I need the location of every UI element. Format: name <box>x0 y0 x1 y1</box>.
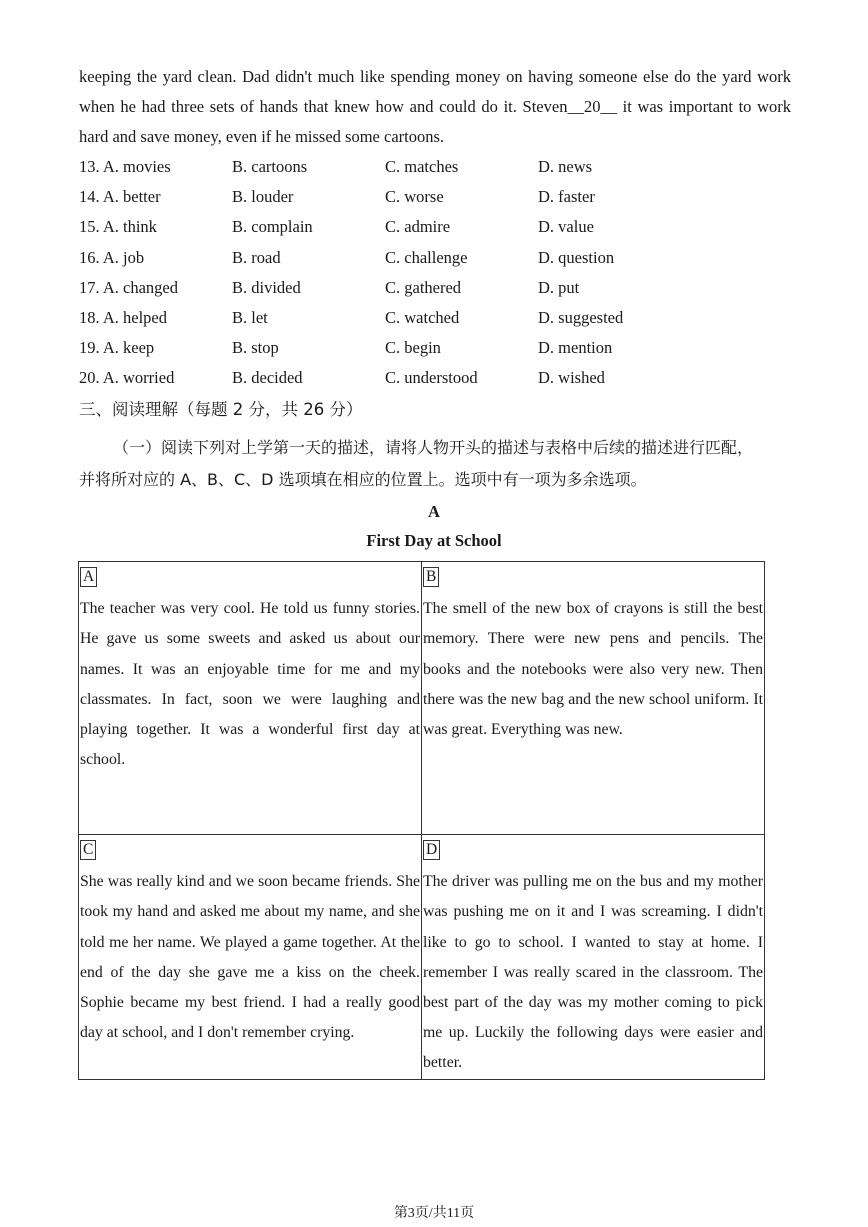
option-b: B. stop <box>232 338 279 358</box>
option-b: B. decided <box>232 368 303 388</box>
option-a: 18. A. helped <box>79 307 167 327</box>
option-c: C. understood <box>385 368 478 388</box>
cell-text: She was really kind and we soon became friends. She took my hand and asked me about my name, and she told me her name. We played a game together. At the end of the day she gave me a kiss on the cheek. Sophie became my best friend. I had a really good day at school, and I don't remember crying. <box>80 873 420 1042</box>
option-d: D. news <box>538 157 593 176</box>
cell-a <box>79 562 422 835</box>
option-a: 16. A. job <box>79 247 145 267</box>
option-b: B. louder <box>232 187 294 207</box>
cell-label: A <box>80 567 97 587</box>
option-row-18 <box>79 303 779 333</box>
option-row-13 <box>79 152 779 182</box>
option-d: D. suggested <box>538 307 624 327</box>
option-b: B. divided <box>232 277 301 297</box>
option-b: B. cartoons <box>232 157 308 176</box>
option-a: 15. A. think <box>79 217 157 237</box>
option-c: C. watched <box>385 307 460 327</box>
option-a: 19. A. keep <box>79 338 155 358</box>
option-d: D. mention <box>538 338 613 358</box>
option-c: C. worse <box>385 187 444 207</box>
instruction-paragraph <box>79 432 765 496</box>
option-d: D. faster <box>538 187 595 207</box>
option-c: C. admire <box>385 217 451 237</box>
option-row-17 <box>79 273 779 303</box>
section-heading: 三、阅读理解（每题 2 分，共 26 分） <box>79 400 363 419</box>
passage-title: First Day at School <box>366 531 502 550</box>
option-d: D. question <box>538 247 615 267</box>
option-c: C. challenge <box>385 247 468 267</box>
option-d: D. put <box>538 277 580 297</box>
cell-d <box>422 835 765 1080</box>
instruction-text: （一）阅读下列对上学第一天的描述，请将人物开头的描述与表格中后续的描述进行匹配，并将所对应的 A、B、C、D 选项填在相应的位置上。选项中有一项为多余选项。 <box>79 438 754 489</box>
matching-table <box>78 561 765 1080</box>
passage-letter: A <box>428 502 440 521</box>
option-c: C. gathered <box>385 277 462 297</box>
option-a: 14. A. better <box>79 187 161 207</box>
options-list <box>79 152 779 394</box>
option-a: 13. A. movies <box>79 157 171 176</box>
cell-text: The smell of the new box of crayons is still the best memory. There were new pens and pencils. The books and the notebooks were also very new. Then there was the new bag and the new school uniform. It was great. Everything was new. <box>423 600 763 739</box>
page-number: 第3页/共11页 <box>393 1206 475 1221</box>
option-row-15 <box>79 212 779 242</box>
option-row-19 <box>79 333 779 363</box>
option-b: B. let <box>232 307 268 327</box>
option-a: 20. A. worried <box>79 368 175 388</box>
option-d: D. wished <box>538 368 605 388</box>
option-a: 17. A. changed <box>79 277 178 297</box>
cell-text: The driver was pulling me on the bus and my mother was pushing me on it and I was screaming. I didn't like to go to school. I wanted to stay at home. I remember I was really scared in the classroom. The best part of the day was my mother coming to pick me up. Luckily the following days were easier and better. <box>423 873 763 1072</box>
option-row-16 <box>79 243 779 273</box>
cell-label: B <box>423 567 439 587</box>
option-b: B. complain <box>232 217 313 237</box>
option-c: C. begin <box>385 338 441 358</box>
option-d: D. value <box>538 217 594 237</box>
intro-paragraph: keeping the yard clean. Dad didn't much like spending money on having someone else do the yard work when he had three sets of hands that knew how and could do it. Steven__20__ it was important to work hard and save money, even if he missed some cartoons. <box>79 67 791 147</box>
cell-label: C <box>80 840 96 860</box>
cell-label: D <box>423 840 440 860</box>
option-row-20 <box>79 363 779 393</box>
option-b: B. road <box>232 247 281 267</box>
option-c: C. matches <box>385 157 459 176</box>
cell-b <box>422 562 765 835</box>
cell-c <box>79 835 422 1080</box>
cell-text: The teacher was very cool. He told us funny stories. He gave us some sweets and asked us about our names. It was an enjoyable time for me and my classmates. In fact, soon we were laughing and playing together. It was a wonderful first day at school. <box>80 600 420 769</box>
option-row-14 <box>79 182 779 212</box>
